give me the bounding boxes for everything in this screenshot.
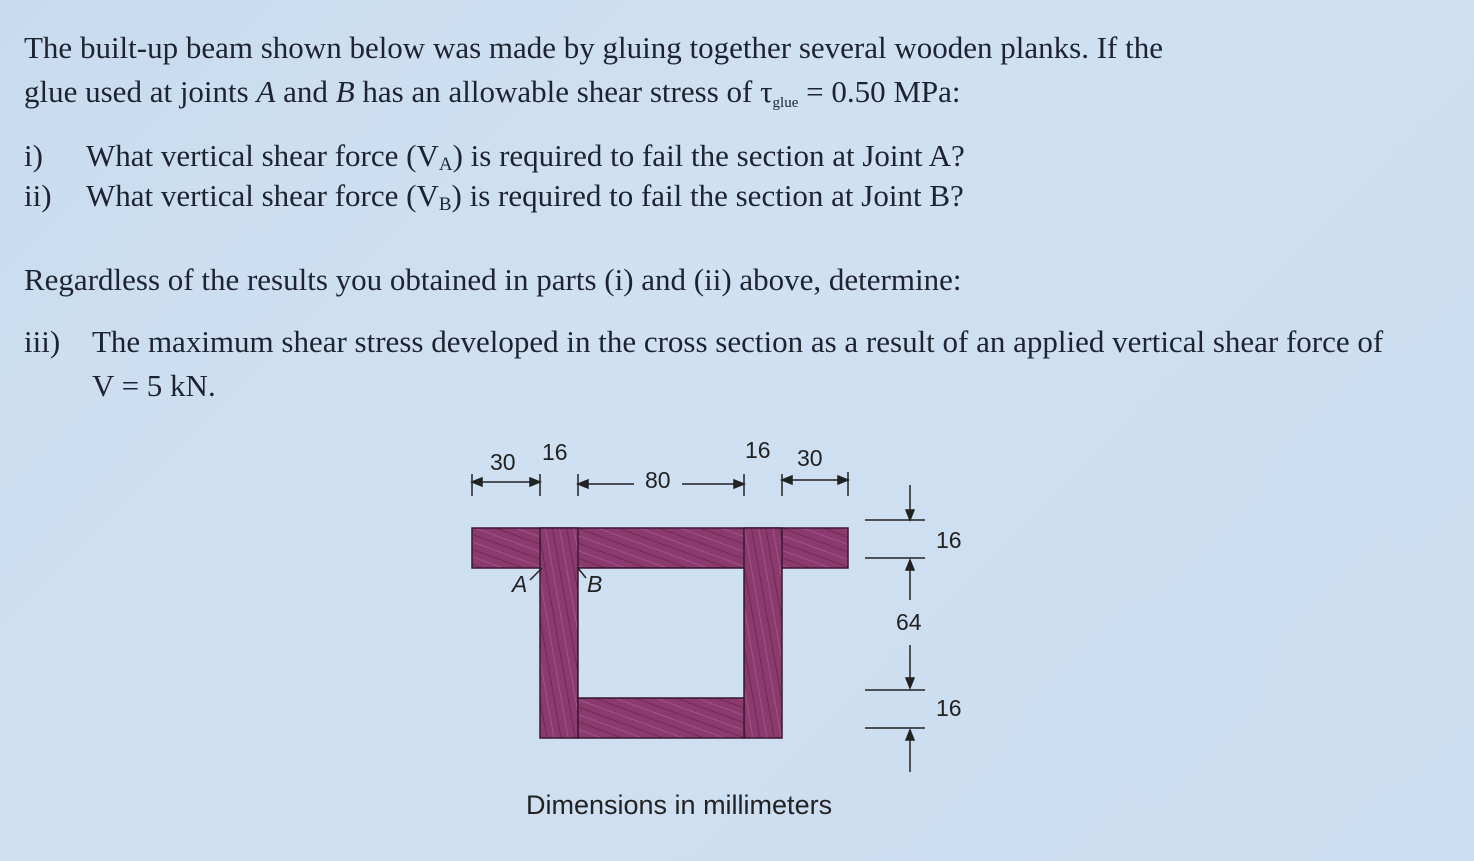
question-1-number: i) (24, 138, 43, 173)
beam-cross-section-figure (460, 430, 980, 850)
regardless-statement: Regardless of the results you obtained in parts (i) and (ii) above, determine: (24, 262, 962, 297)
dim-right-64: 64 (896, 609, 922, 635)
dim-right-16-top: 16 (936, 527, 962, 553)
problem-intro (24, 26, 1404, 125)
question-1-post: ) is required to fail the section at Joint A? (452, 138, 965, 173)
question-2-pre: What vertical shear force (V (86, 178, 439, 213)
figure-caption: Dimensions in millimeters (526, 790, 833, 820)
intro-and: and (275, 74, 336, 109)
question-1-pre: What vertical shear force (V (86, 138, 439, 173)
hollow-interior (578, 568, 744, 698)
question-2-sub: B (438, 194, 452, 215)
right-web-plank (744, 528, 782, 738)
question-3-text: The maximum shear stress developed in the cross section as a result of an applied vertical shear force of V = 5 kN. (92, 324, 1384, 403)
bottom-plank (578, 698, 744, 738)
question-1-sub: A (438, 154, 453, 175)
question-2-number: ii) (24, 178, 52, 213)
dim-top-30-right: 30 (797, 445, 823, 471)
left-web-plank (540, 528, 578, 738)
joint-a-ref: A (256, 74, 276, 109)
joint-a-label: A (512, 571, 528, 597)
joint-b-label: B (587, 571, 603, 597)
top-flange-plank (472, 528, 848, 568)
intro-line-2-end: has an allowable shear stress of (354, 74, 761, 109)
question-2-text (86, 176, 964, 225)
intro-line-2-start: glue used at joints (24, 74, 257, 109)
dim-top-16-left: 16 (542, 439, 568, 465)
question-3-number: iii) (24, 324, 61, 359)
dim-right-16-bottom: 16 (936, 695, 962, 721)
tau-subscript: glue (772, 95, 799, 111)
question-2-post: ) is required to fail the section at Joint B? (451, 178, 964, 213)
intro-line-1: The built-up beam shown below was made by gluing together several wooden planks. If the (24, 30, 1163, 65)
tau-value: = 0.50 MPa: (798, 74, 961, 109)
joint-b-ref: B (335, 74, 355, 109)
dim-top-16-right: 16 (745, 437, 771, 463)
tau-symbol: τ (760, 74, 773, 109)
dim-top-80: 80 (645, 467, 671, 493)
dim-top-30-left: 30 (490, 449, 516, 475)
